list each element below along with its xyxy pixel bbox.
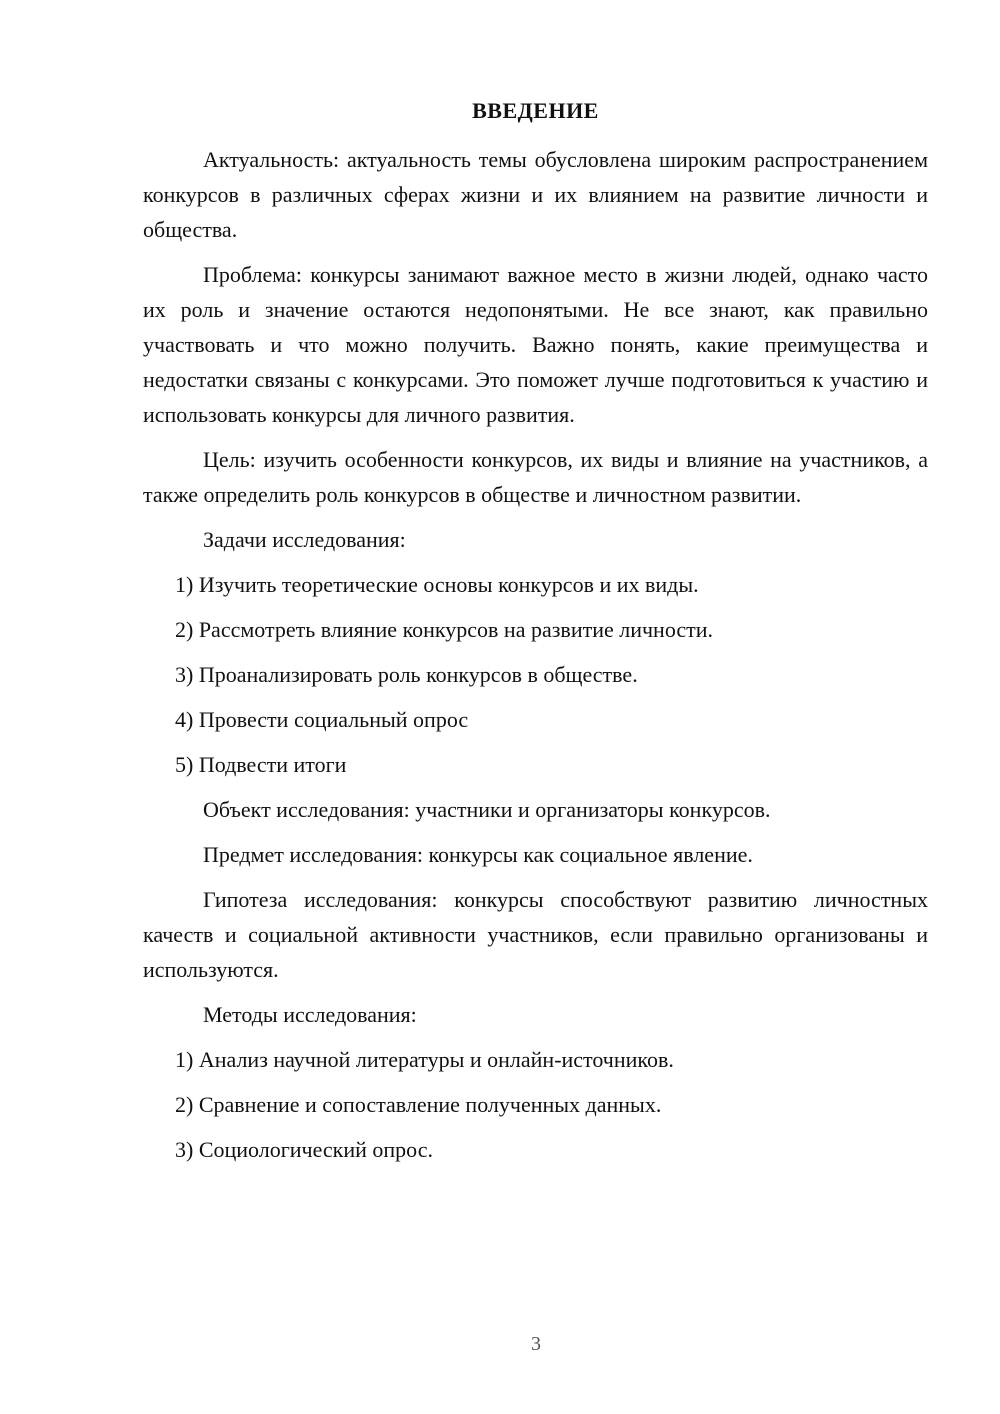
- paragraph-object: Объект исследования: участники и организаторы конкурсов.: [203, 797, 771, 822]
- list-item-method-1: 1) Анализ научной литературы и онлайн-источников.: [175, 1047, 674, 1072]
- list-item-task-3: 3) Проанализировать роль конкурсов в обществе.: [175, 662, 638, 687]
- paragraph-subject: Предмет исследования: конкурсы как социальное явление.: [203, 842, 753, 867]
- list-item-method-2: 2) Сравнение и сопоставление полученных данных.: [175, 1092, 662, 1117]
- methods-title: Методы исследования:: [203, 1002, 417, 1027]
- page-title: ВВЕДЕНИЕ: [472, 98, 599, 123]
- body-text: [143, 142, 928, 1177]
- list-item-task-4: 4) Провести социальный опрос: [175, 707, 469, 732]
- list-item-method-3: 3) Социологический опрос.: [175, 1137, 433, 1162]
- list-item-task-2: 2) Рассмотреть влияние конкурсов на развитие личности.: [175, 617, 714, 642]
- paragraph-problem: Проблема: конкурсы занимают важное место в жизни людей, однако часто их роль и значение остаются недопонятыми. Не все знают, как правильно участвовать и что можно получить. Важно понять, какие преимущества и недостатки связаны с конкурсами. Это поможет лучше подготовиться к участию и использовать конкурсы для личного развития.: [143, 262, 928, 427]
- list-item-task-1: 1) Изучить теоретические основы конкурсов и их виды.: [175, 572, 699, 597]
- tasks-title: Задачи исследования:: [203, 527, 406, 552]
- paragraph-goal: Цель: изучить особенности конкурсов, их виды и влияние на участников, а также определить роль конкурсов в обществе и личностном развитии.: [143, 447, 928, 507]
- paragraph-relevance: Актуальность: актуальность темы обусловлена широким распространением конкурсов в различных сферах жизни и их влиянием на развитие личности и общества.: [143, 147, 928, 242]
- page-number: 3: [531, 1333, 541, 1355]
- paragraph-hypothesis: Гипотеза исследования: конкурсы способствуют развитию личностных качеств и социальной активности участников, если правильно организованы и используются.: [143, 887, 928, 982]
- list-item-task-5: 5) Подвести итоги: [175, 752, 347, 777]
